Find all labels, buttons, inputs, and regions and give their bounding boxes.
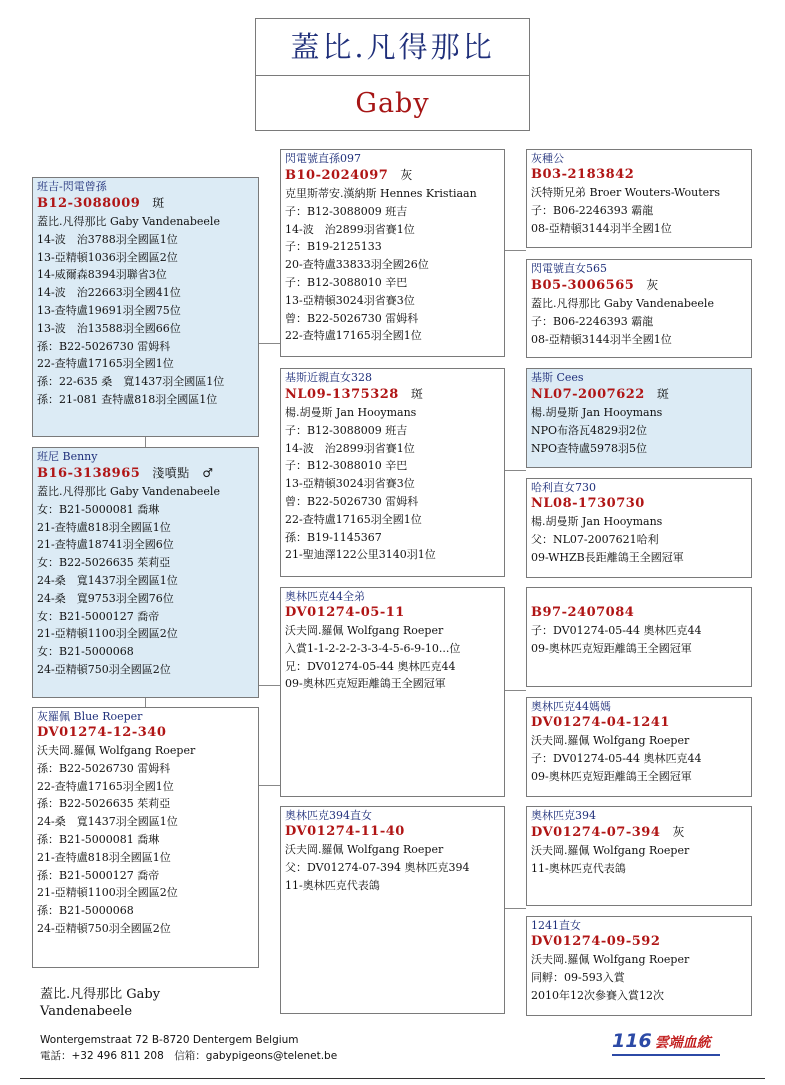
- connector: [259, 785, 280, 786]
- title-block: [255, 18, 530, 131]
- pedigree-line: 楊.胡曼斯 Jan Hooymans: [285, 406, 417, 419]
- bird-name: 灰羅佩 Blue Roeper: [37, 710, 143, 723]
- logo-underline: [612, 1054, 720, 1056]
- pedigree-line: 父：DV01274-07-394 奧林匹克394: [285, 860, 470, 874]
- pedigree-line: 曾：B22-5026730 雷姆科: [285, 494, 419, 508]
- pedigree-line: 女：B21-5000081 喬琳: [37, 502, 160, 516]
- pedigree-line: 孫：B21-5000068: [37, 904, 134, 918]
- pedigree-great-grandparent-box: [526, 916, 752, 1016]
- pedigree-line: 11-奧林匹克代表鴿: [285, 878, 380, 892]
- pedigree-line: 孫：B21-5000081 喬琳: [37, 832, 160, 846]
- pedigree-line: NPO查特盧5978羽5位: [531, 441, 648, 455]
- pedigree-line: 子：DV01274-05-44 奧林匹克44: [531, 624, 702, 637]
- owner-name-line2: Vandenabeele: [40, 1004, 133, 1019]
- pedigree-line: 13-查特盧19691羽全國75位: [37, 303, 181, 317]
- owner-address: Wontergemstraat 72 B-8720 Dentergem Belgium: [40, 1034, 299, 1046]
- pedigree-line: 22-查特盧17165羽全國1位: [285, 329, 422, 343]
- pedigree-line: 沃夫岡.羅佩 Wolfgang Roeper: [285, 843, 444, 856]
- ring-code: B12-3088009: [37, 196, 141, 211]
- pedigree-line: 22-查特盧17165羽全國1位: [285, 512, 422, 526]
- pedigree-grandparent-box: [280, 368, 505, 577]
- pedigree-line: 子：B06-2246393 霸龍: [531, 203, 654, 217]
- pedigree-line: 孫：22-635 桑 寬1437羽全國區1位: [37, 375, 225, 389]
- owner-phone-email: 電話：+32 496 811 208 信箱：gabypigeons@telenet.be: [40, 1050, 338, 1062]
- connector: [259, 685, 280, 686]
- pedigree-line: 24-亞精頓750羽全國區2位: [37, 921, 171, 935]
- connector: [505, 470, 526, 471]
- pedigree-line: 24-桑 寬1437羽全國區1位: [37, 815, 178, 829]
- pedigree-line: 09-奧林匹克短距離鴿王全國冠軍: [531, 641, 692, 655]
- bird-name: 基斯 Cees: [531, 371, 584, 384]
- ring-number: [531, 385, 747, 404]
- pedigree-great-grandparent-box: [526, 368, 752, 468]
- ring-number: [37, 464, 254, 483]
- pedigree-line: 21-亞精頓1100羽全國區2位: [37, 627, 178, 641]
- pedigree-grandparent-box: [280, 149, 505, 357]
- pedigree-line: 入賞1-1-2-2-2-3-3-4-5-6-9-10...位: [285, 641, 461, 655]
- owner-english-name: Gaby: [355, 88, 430, 119]
- owner-contact: [40, 1032, 337, 1064]
- bird-name: 班吉-閃電曾孫: [37, 180, 107, 193]
- pedigree-line: 楊.胡曼斯 Jan Hooymans: [531, 515, 663, 528]
- bird-name: 閃電號直孫097: [285, 152, 361, 165]
- pedigree-line: 09-WHZB長距離鴿王全國冠軍: [531, 550, 684, 564]
- bird-name: 哈利直女730: [531, 481, 596, 494]
- pedigree-great-grandparent-box: [526, 806, 752, 906]
- ring-code: NL08-1730730: [531, 496, 645, 511]
- ring-code: B97-2407084: [531, 605, 635, 620]
- pedigree-line: 22-查特盧17165羽全國1位: [37, 779, 174, 793]
- pedigree-line: 克里斯蒂安.漢納斯 Hennes Kristiaan: [285, 187, 477, 200]
- bird-name: 1241直女: [531, 919, 581, 932]
- pedigree-line: 曾：B22-5026730 雷姆科: [285, 311, 419, 325]
- pedigree-line: 沃夫岡.羅佩 Wolfgang Roeper: [531, 953, 690, 966]
- pedigree-line: 08-亞精頓3144羽半全國1位: [531, 332, 672, 346]
- connector: [505, 908, 526, 909]
- bird-name: 閃電號直女565: [531, 262, 607, 275]
- bird-name: 灰種公: [531, 152, 564, 165]
- ring-code: B10-2024097: [285, 168, 389, 183]
- pedigree-line: 子：B12-3088009 班吉: [285, 204, 408, 218]
- pedigree-line: 22-查特盧17165羽全國1位: [37, 357, 174, 371]
- pedigree-line: 21-查特盧18741羽全國6位: [37, 538, 174, 552]
- pedigree-sire-box: [32, 447, 259, 698]
- pedigree-line: 子：B12-3088010 辛巴: [285, 459, 408, 473]
- pedigree-dam-box: [32, 707, 259, 968]
- pedigree-great-grandparent-box: [526, 587, 752, 687]
- ring-number: [285, 604, 500, 622]
- pedigree-line: 子：DV01274-05-44 奧林匹克44: [531, 751, 702, 765]
- cloud-pedigree-logo: [612, 1030, 711, 1052]
- feather-color: 灰: [672, 825, 685, 839]
- pedigree-line: 子：B12-3088009 班吉: [285, 423, 408, 437]
- ring-number: [531, 823, 747, 842]
- pedigree-line: 孫：21-081 查特盧818羽全國區1位: [37, 392, 218, 406]
- ring-code: DV01274-05-11: [285, 605, 405, 620]
- connector: [145, 437, 146, 447]
- bottom-rule: [20, 1078, 765, 1079]
- pedigree-line: 父：NL07-2007621哈利: [531, 532, 659, 546]
- ring-number: [37, 194, 254, 213]
- feather-color: 灰: [646, 278, 659, 292]
- pedigree-line: 14-波 治2899羽省賽1位: [285, 441, 415, 455]
- ring-code: B16-3138965: [37, 466, 141, 481]
- bird-name: 基斯近親直女328: [285, 371, 372, 384]
- pedigree-line: 24-亞精頓750羽全國區2位: [37, 662, 171, 676]
- pedigree-line: 沃特斯兄弟 Broer Wouters-Wouters: [531, 186, 721, 199]
- pedigree-line: 孫：B22-5026635 茱莉亞: [37, 797, 171, 811]
- pedigree-line: 沃夫岡.羅佩 Wolfgang Roeper: [531, 844, 690, 857]
- ring-number: [531, 166, 747, 184]
- logo-number: 116: [612, 1030, 652, 1052]
- bird-name: 奧林匹克44全弟: [285, 590, 365, 603]
- pedigree-sire-box: [32, 177, 259, 437]
- pedigree-line: 孫：B22-5026730 雷姆科: [37, 339, 171, 353]
- connector: [505, 690, 526, 691]
- pedigree-line: 女：B22-5026635 茱莉亞: [37, 556, 171, 570]
- pedigree-line: 同孵：09-593入賞: [531, 970, 625, 984]
- feather-color: 斑: [656, 387, 670, 401]
- ring-code: NL09-1375328: [285, 387, 399, 402]
- pedigree-line: 11-奧林匹克代表鴿: [531, 861, 626, 875]
- pedigree-line: 孫：B21-5000127 喬帝: [37, 868, 160, 882]
- pedigree-line: 女：B21-5000068: [37, 645, 134, 659]
- pedigree-line: 子：B12-3088010 辛巴: [285, 275, 408, 289]
- owner-name-line1: 蓋比.凡得那比 Gaby: [40, 987, 161, 1002]
- ring-number: [531, 495, 747, 513]
- pedigree-line: 楊.胡曼斯 Jan Hooymans: [531, 406, 663, 419]
- ring-number: [531, 604, 747, 622]
- pedigree-line: 女：B21-5000127 喬帝: [37, 609, 160, 623]
- owner-signature: [40, 986, 160, 1020]
- pedigree-line: 2010年12次參賽入賞12次: [531, 988, 664, 1002]
- pedigree-line: 子：B06-2246393 霸龍: [531, 314, 654, 328]
- pedigree-line: 13-亞精頓3024羽省賽3位: [285, 293, 415, 307]
- pedigree-line: 沃夫岡.羅佩 Wolfgang Roeper: [531, 734, 690, 747]
- ring-code: B03-2183842: [531, 167, 635, 182]
- feather-color: 斑: [152, 196, 165, 210]
- bird-name: 班尼 Benny: [37, 450, 98, 463]
- pedigree-great-grandparent-box: [526, 478, 752, 578]
- pedigree-line: 14-波 治22663羽全國41位: [37, 286, 181, 300]
- ring-code: B05-3006565: [531, 278, 635, 293]
- pedigree-line: 21-亞精頓1100羽全國區2位: [37, 886, 178, 900]
- bird-name: [531, 590, 747, 604]
- pedigree-line: 21-聖迪澤122公里3140羽1位: [285, 548, 436, 562]
- pedigree-line: 沃夫岡.羅佩 Wolfgang Roeper: [37, 744, 196, 757]
- ring-code: DV01274-07-394: [531, 825, 661, 840]
- pedigree-great-grandparent-box: [526, 259, 752, 358]
- pedigree-line: 21-查特盧818羽全國區1位: [37, 520, 171, 534]
- pedigree-line: 13-亞精頓1036羽全國區2位: [37, 250, 178, 264]
- owner-chinese-name: 蓋比.凡得那比: [256, 19, 529, 76]
- ring-code: DV01274-11-40: [285, 824, 405, 839]
- pedigree-line: 沃夫岡.羅佩 Wolfgang Roeper: [285, 624, 444, 637]
- bird-name: 奧林匹克44媽媽: [531, 700, 611, 713]
- ring-number: [531, 933, 747, 951]
- pedigree-line: 08-亞精頓3144羽半全國1位: [531, 221, 672, 235]
- pedigree-line: 14-威爾森8394羽聯省3位: [37, 268, 167, 282]
- feather-color: 灰: [400, 168, 413, 182]
- pedigree-line: 13-波 治13588羽全國66位: [37, 321, 181, 335]
- ring-number: [285, 823, 500, 841]
- bird-name: 奧林匹克394直女: [285, 809, 372, 822]
- bird-name: 奧林匹克394: [531, 809, 596, 822]
- pedigree-line: 14-波 治2899羽省賽1位: [285, 222, 415, 236]
- ring-number: [285, 166, 500, 185]
- pedigree-line: 孫：B19-1145367: [285, 530, 382, 544]
- ring-number: [531, 714, 747, 732]
- pedigree-line: 孫：B22-5026730 雷姆科: [37, 761, 171, 775]
- feather-color: 淺噴點 ♂: [152, 466, 214, 480]
- pedigree-line: 13-亞精頓3024羽省賽3位: [285, 477, 415, 491]
- connector: [259, 343, 280, 344]
- pedigree-great-grandparent-box: [526, 697, 752, 797]
- ring-number: [37, 724, 254, 742]
- ring-code: DV01274-12-340: [37, 725, 167, 740]
- pedigree-line: 蓋比.凡得那比 Gaby Vandenabeele: [37, 215, 220, 228]
- pedigree-line: 20-查特盧33833羽全國26位: [285, 258, 429, 272]
- pedigree-line: 蓋比.凡得那比 Gaby Vandenabeele: [37, 485, 220, 498]
- pedigree-grandparent-box: [280, 587, 505, 797]
- ring-code: DV01274-04-1241: [531, 715, 670, 730]
- ring-code: DV01274-09-592: [531, 934, 661, 949]
- feather-color: 斑: [410, 387, 424, 401]
- pedigree-line: 子：B19-2125133: [285, 240, 382, 254]
- pedigree-line: 蓋比.凡得那比 Gaby Vandenabeele: [531, 297, 714, 310]
- connector: [145, 698, 146, 707]
- logo-text: 雲端血統: [654, 1035, 711, 1051]
- pedigree-line: 21-查特盧818羽全國區1位: [37, 850, 171, 864]
- ring-number: [285, 385, 500, 404]
- ring-code: NL07-2007622: [531, 387, 645, 402]
- pedigree-line: 09-奧林匹克短距離鴿王全國冠軍: [531, 769, 692, 783]
- pedigree-grandparent-box: [280, 806, 505, 1014]
- connector: [505, 250, 526, 251]
- pedigree-line: 24-桑 寬1437羽全國區1位: [37, 573, 178, 587]
- pedigree-line: 24-桑 寬9753羽全國76位: [37, 591, 174, 605]
- pedigree-line: NPO布洛瓦4829羽2位: [531, 423, 648, 437]
- pedigree-line: 14-波 治3788羽全國區1位: [37, 232, 178, 246]
- ring-number: [531, 276, 747, 295]
- pedigree-line: 兄：DV01274-05-44 奧林匹克44: [285, 659, 456, 673]
- pedigree-line: 09-奧林匹克短距離鴿王全國冠軍: [285, 677, 446, 691]
- pedigree-great-grandparent-box: [526, 149, 752, 248]
